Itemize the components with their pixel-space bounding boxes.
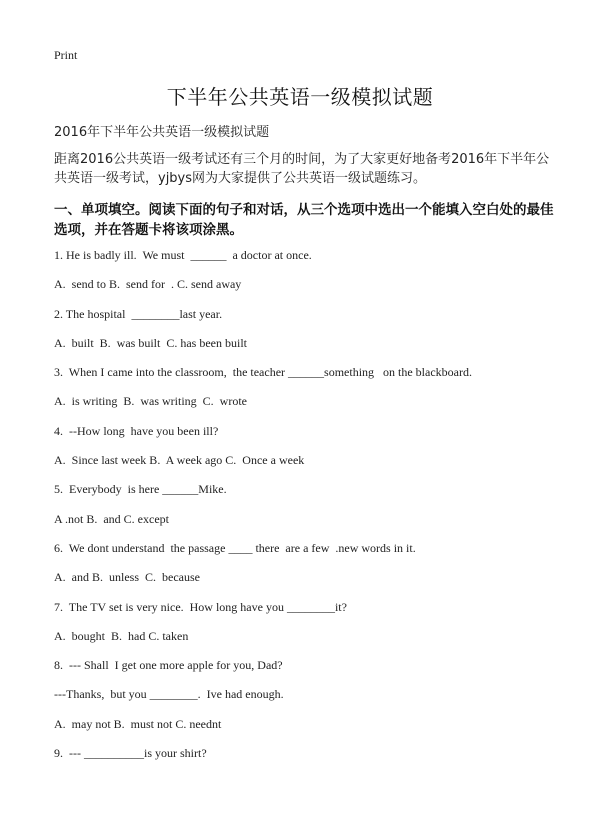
answer-options-line: A. is writing B. was writing C. wrote [54,394,247,409]
answer-options-line: A. may not B. must not C. neednt [54,716,222,731]
page-title: 下半年公共英语一级模拟试题 [166,85,434,109]
question-line: 6. We dont understand the passage ____ there are a few .new words in it. [54,540,416,555]
answer-options-line: A. and B. unless C. because [54,570,200,585]
answer-options-line: A. send to B. send for . C. send away [54,277,242,292]
question-line: 2. The hospital ________last year. [54,306,223,321]
print-label: Print [54,48,78,62]
section-heading: 一、单项填空。阅读下面的句子和对话，从三个选项中选出一个能填入空白处的最佳选项，并在答题卡将该项涂黑。 [54,202,554,238]
question-line: 5. Everybody is here ______Mike. [54,482,227,497]
question-line: 3. When I came into the classroom, the teacher ______something on the blackboard. [54,365,472,380]
question-list [54,248,574,775]
answer-options-line: A. bought B. had C. taken [54,628,189,643]
question-line: 7. The TV set is very nice. How long have you ________it? [54,599,347,614]
answer-options-line: A. built B. was built C. has been built [54,335,247,350]
dialogue-response-line: ---Thanks, but you ________. Ive had enough. [54,687,284,702]
answer-options-line: A .not B. and C. except [54,511,169,526]
page-subtitle: 2016年下半年公共英语一级模拟试题 [54,125,270,140]
question-line: 1. He is badly ill. We must ______ a doctor at once. [54,248,312,262]
question-line: 8. --- Shall I get one more apple for you, Dad? [54,658,283,673]
question-line: 4. --How long have you been ill? [54,423,219,438]
answer-options-line: A. Since last week B. A week ago C. Once a week [54,453,305,468]
question-line: 9. --- __________is your shirt? [54,746,207,761]
intro-paragraph: 距离2016公共英语一级考试还有三个月的时间，为了大家更好地备考2016年下半年公共英语一级考试，yjbys网为大家提供了公共英语一级试题练习。 [54,152,550,186]
